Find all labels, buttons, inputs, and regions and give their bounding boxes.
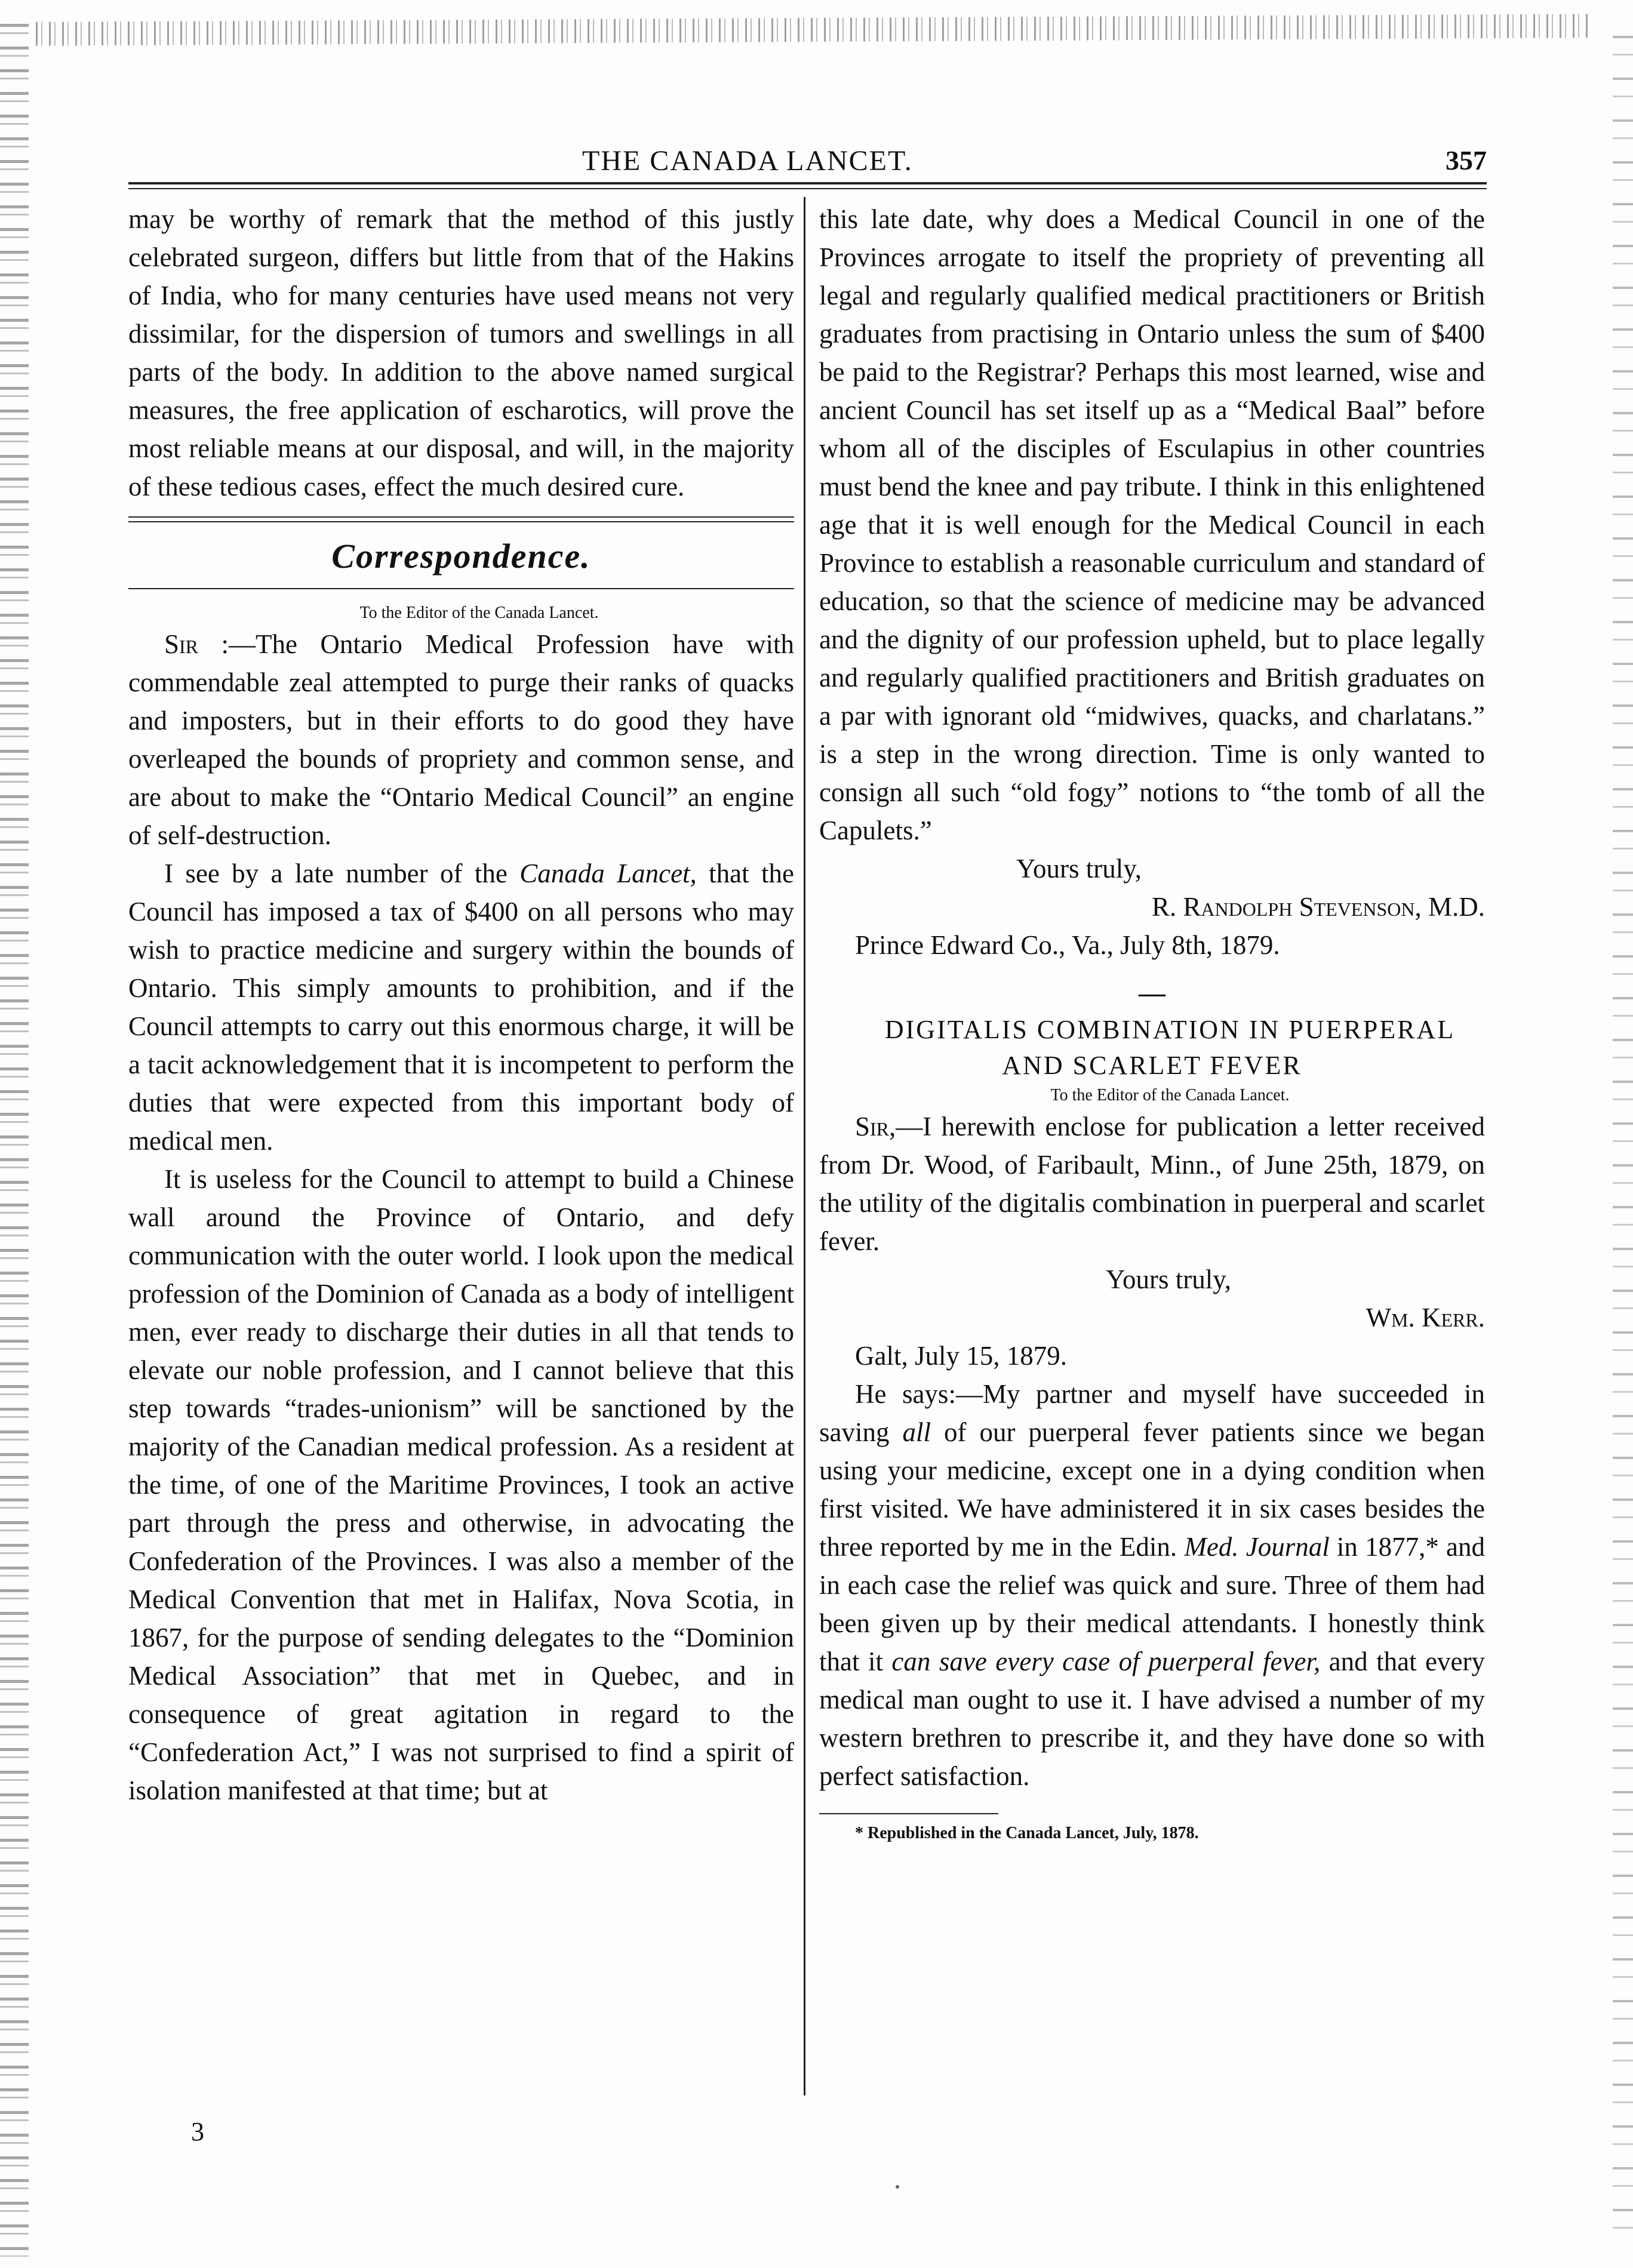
letter-paragraph-1 <box>128 625 794 854</box>
intro-paragraph: may be worthy of remark that the method of this justly celebrated surgeon, differs but little from that of the Hakins of India, who for many centuries have used means not very dissimilar, for the dispersion of tumors and swellings in all parts of the body. In addition to the above named surgical measures, the free application of escharotics, will prove the most reliable means at our disposal, and will, in the majority of these tedious cases, effect the much desired cure. <box>128 204 794 501</box>
quoted-letter <box>819 1375 1485 1795</box>
journal-title: THE CANADA LANCET. <box>582 145 913 177</box>
signature: R. Randolph Stevenson, M.D. <box>1151 892 1485 922</box>
cover-letter <box>819 1107 1485 1260</box>
place-date: Prince Edward Co., Va., July 8th, 1879. <box>855 930 1280 960</box>
addressee: To the Editor of the Canada Lancet. <box>359 604 599 622</box>
article-title: DIGITALIS COMBINATION IN PUERPERAL AND SCARLET FEVER <box>884 1015 1456 1080</box>
letter-paragraph-2-b: that the Council has imposed a tax of $400 on all persons who may wish to practice medicine and surgery within the bounds of Ontario. This simply amounts to prohibition, and if the Council attempts to carry out this enormous charge, it will be a tacit acknowledgement that it is incompetent to perform the duties that were expected from this important body of medical men. <box>128 858 794 1156</box>
letter-paragraph-3: It is useless for the Council to attempt to build a Chinese wall around the Province of Ontario, and defy communication with the outer world. I look upon the medical profession of the Dominion of Canada as a body of intelligent men, ever ready to discharge their duties in all that tends to elevate our noble profession, and I cannot believe that this step towards “trades-unionism” will be sanctioned by the majority of the Canadian medical profession. As a resident at the time, of one of the Maritime Provinces, I took an active part through the press and otherwise, in advocating the Confederation of the Provinces. I was also a member of the Medical Convention that met in Halifax, Nova Scotia, in 1867, for the purpose of sending delegates to the “Dominion Medical Association” that met in Quebec, and in consequence of great agitation in regard to the “Confederation Act,” I was not surprised to find a spirit of isolation manifested at that time; but at <box>128 1164 794 1805</box>
footnote: * Republished in the Canada Lancet, July, 1878. <box>855 1824 1199 1842</box>
scan-edge-left <box>0 24 29 2257</box>
column-divider <box>804 197 805 2095</box>
quote-italic-claim: can save every case of puerperal fever, <box>891 1647 1321 1676</box>
header-rule-thin <box>128 188 1487 189</box>
letter-paragraph-2 <box>128 854 794 1160</box>
section-rule-thin <box>128 521 794 522</box>
quote-d: and that every medical man ought to use it. I have advised a number of my western brethren to prescribe it, and they have done so with perfect satisfaction. <box>819 1647 1485 1791</box>
left-column <box>128 200 794 1810</box>
cover-salutation: Sir,— <box>855 1112 923 1141</box>
continuation-paragraph: this late date, why does a Medical Council in one of the Provinces arrogate to itself the propriety of preventing all legal and regularly qualified medical practitioners or British graduates from practising in Ontario unless the sum of $400 be paid to the Registrar? Perhaps this most learned, wise and ancient Council has set itself up as a “Medical Baal” before whom all of the disciples of Esculapius in other countries must bend the knee and pay tribute. I think in this enlightened age that it is well enough for the Medical Council in each Province to establish a reasonable curriculum and standard of education, so that the science of medicine may be advanced and the dignity of our profession upheld, but to place legally and regularly qualified practitioners and British graduates on a par with ignorant old “midwives, quacks, and charlatans.” is a step in the wrong direction. Time is only wanted to consign all such “old fogy” notions to “the tomb of all the Capulets.” <box>819 204 1485 845</box>
quote-italic-journal: Med. Journal <box>1184 1532 1330 1562</box>
heading-rule <box>128 588 794 589</box>
quote-b: of our puerperal fever patients since we began using your medicine, except one in a dying condition when first visited. We have administered it in six cases besides the three reported by me in the Edin. <box>819 1417 1485 1562</box>
separator: — <box>1139 978 1165 1008</box>
cover-place-date: Galt, July 15, 1879. <box>855 1341 1067 1371</box>
quote-a: He says:—My partner and myself have succeeded in saving <box>819 1379 1485 1447</box>
salutation: Sir :— <box>164 629 256 659</box>
letter-paragraph-2-a: I see by a late number of the <box>164 858 520 888</box>
right-column <box>819 200 1485 1844</box>
cover-letter-text: I herewith enclose for publication a letter received from Dr. Wood, of Faribault, Minn., of June 25th, 1879, on the utility of the digitalis combination in puerperal and scarlet fever. <box>819 1112 1485 1256</box>
signature-mark: 3 <box>191 2117 204 2146</box>
cover-signature: Wm. Kerr. <box>1366 1303 1485 1333</box>
cover-closing: Yours truly, <box>1106 1264 1232 1294</box>
footnote-rule <box>819 1813 998 1814</box>
page-number: 357 <box>1446 145 1487 176</box>
journal-name-italic: Canada Lancet, <box>519 858 697 888</box>
scan-speck <box>896 2185 899 2189</box>
section-heading: Correspondence. <box>331 537 591 576</box>
scan-edge-right <box>1613 36 1633 2245</box>
quote-italic-all: all <box>902 1417 931 1447</box>
header-rule <box>128 182 1487 184</box>
letter-paragraph-1-text: The Ontario Medical Profession have with commendable zeal attempted to purge their ranks of quacks and imposters, but in their efforts to do good they have overleaped the bounds of propriety and common sense, and are about to make the “Ontario Medical Council” an engine of self-destruction. <box>128 629 795 850</box>
quote-c: in 1877,* and in each case the relief was quick and sure. Three of them had been given up by their medical attendants. I honestly think that it <box>819 1532 1485 1676</box>
section-rule <box>128 516 794 518</box>
scan-edge-top <box>36 14 1588 46</box>
page-header <box>128 137 1487 179</box>
closing: Yours truly, <box>1016 854 1142 884</box>
article-addressee: To the Editor of the Canada Lancet. <box>1050 1086 1290 1104</box>
